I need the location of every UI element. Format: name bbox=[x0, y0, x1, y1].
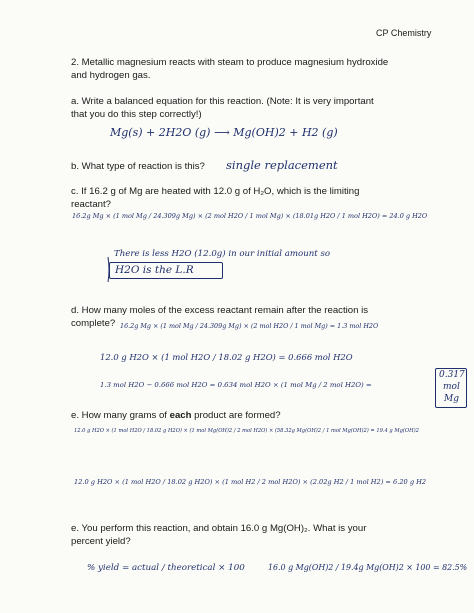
part-e2-work-left: % yield = actual / theoretical × 100 bbox=[87, 563, 245, 573]
part-c-answer-box bbox=[109, 262, 223, 279]
part-d-boxed-line2: mol bbox=[443, 382, 460, 392]
course-header: CP Chemistry bbox=[376, 28, 432, 38]
problem-statement-line2: and hydrogen gas. bbox=[71, 70, 151, 81]
part-a-answer: Mg(s) + 2H2O (g) ⟶ Mg(OH)2 + H2 (g) bbox=[110, 126, 338, 139]
part-c-question-line2: reactant? bbox=[71, 199, 112, 210]
part-e-question-prefix: e. How many grams of bbox=[71, 410, 170, 421]
part-d-question-line2: complete? bbox=[71, 318, 116, 329]
part-d-question-line1: d. How many moles of the excess reactant remain after the reaction is bbox=[71, 305, 369, 316]
part-c-boxed-answer: H2O is the L.R bbox=[115, 264, 194, 276]
part-d-boxed-line3: Mg bbox=[444, 394, 459, 404]
part-d-answer-box bbox=[435, 368, 467, 408]
part-e-question-suffix: product are formed? bbox=[191, 410, 281, 421]
part-b-answer: single replacement bbox=[226, 158, 338, 172]
part-d-work-2: 12.0 g H2O × (1 mol H2O / 18.02 g H2O) = 0.666 mol H2O bbox=[100, 352, 353, 362]
part-e-work-1: 12.0 g H2O × (1 mol H2O / 18.02 g H2O) × (1 mol Mg(OH)2 / 2 mol H2O) × (58.32g Mg(OH)2 / 1 mol Mg(OH)2) = 19.4 g Mg(OH)2 bbox=[74, 428, 419, 434]
part-c-note: There is less H2O (12.0g) in our initial amount so bbox=[114, 249, 331, 259]
part-c-question-line1: c. If 16.2 g of Mg are heated with 12.0 g of H₂O, which is the limiting bbox=[71, 186, 360, 197]
part-e2-question-line1: e. You perform this reaction, and obtain 16.0 g Mg(OH)₂. What is your bbox=[71, 523, 367, 534]
part-a-question-line1: a. Write a balanced equation for this reaction. (Note: It is very important bbox=[71, 96, 374, 107]
part-d-work-3: 1.3 mol H2O − 0.666 mol H2O = 0.634 mol H2O × (1 mol Mg / 2 mol H2O) = bbox=[100, 381, 372, 389]
part-c-work: 16.2g Mg × (1 mol Mg / 24.309g Mg) × (2 mol H2O / 1 mol Mg) × (18.01g H2O / 1 mol H2O) = 24.0 g H2O bbox=[72, 212, 428, 220]
part-e2-work-right: 16.0 g Mg(OH)2 / 19.4g Mg(OH)2 × 100 = 82.5% bbox=[268, 563, 468, 572]
part-e-question bbox=[71, 410, 281, 422]
part-d-boxed-line1: 0.317 bbox=[439, 370, 465, 380]
part-e2-question-line2: percent yield? bbox=[71, 536, 131, 547]
part-e-question-emphasis: each bbox=[169, 410, 192, 421]
problem-statement-line1: 2. Metallic magnesium reacts with steam to produce magnesium hydroxide bbox=[71, 57, 389, 68]
part-e-work-2: 12.0 g H2O × (1 mol H2O / 18.02 g H2O) × (1 mol H2 / 2 mol H2O) × (2.02g H2 / 1 mol H2) = 6.20 g H2 bbox=[74, 478, 427, 486]
part-a-question-line2: that you do this step correctly!) bbox=[71, 109, 202, 120]
part-d-work-1: 16.2g Mg × (1 mol Mg / 24.309g Mg) × (2 mol H2O / 1 mol Mg) = 1.3 mol H2O bbox=[120, 322, 379, 330]
part-b-question: b. What type of reaction is this? bbox=[71, 161, 205, 172]
